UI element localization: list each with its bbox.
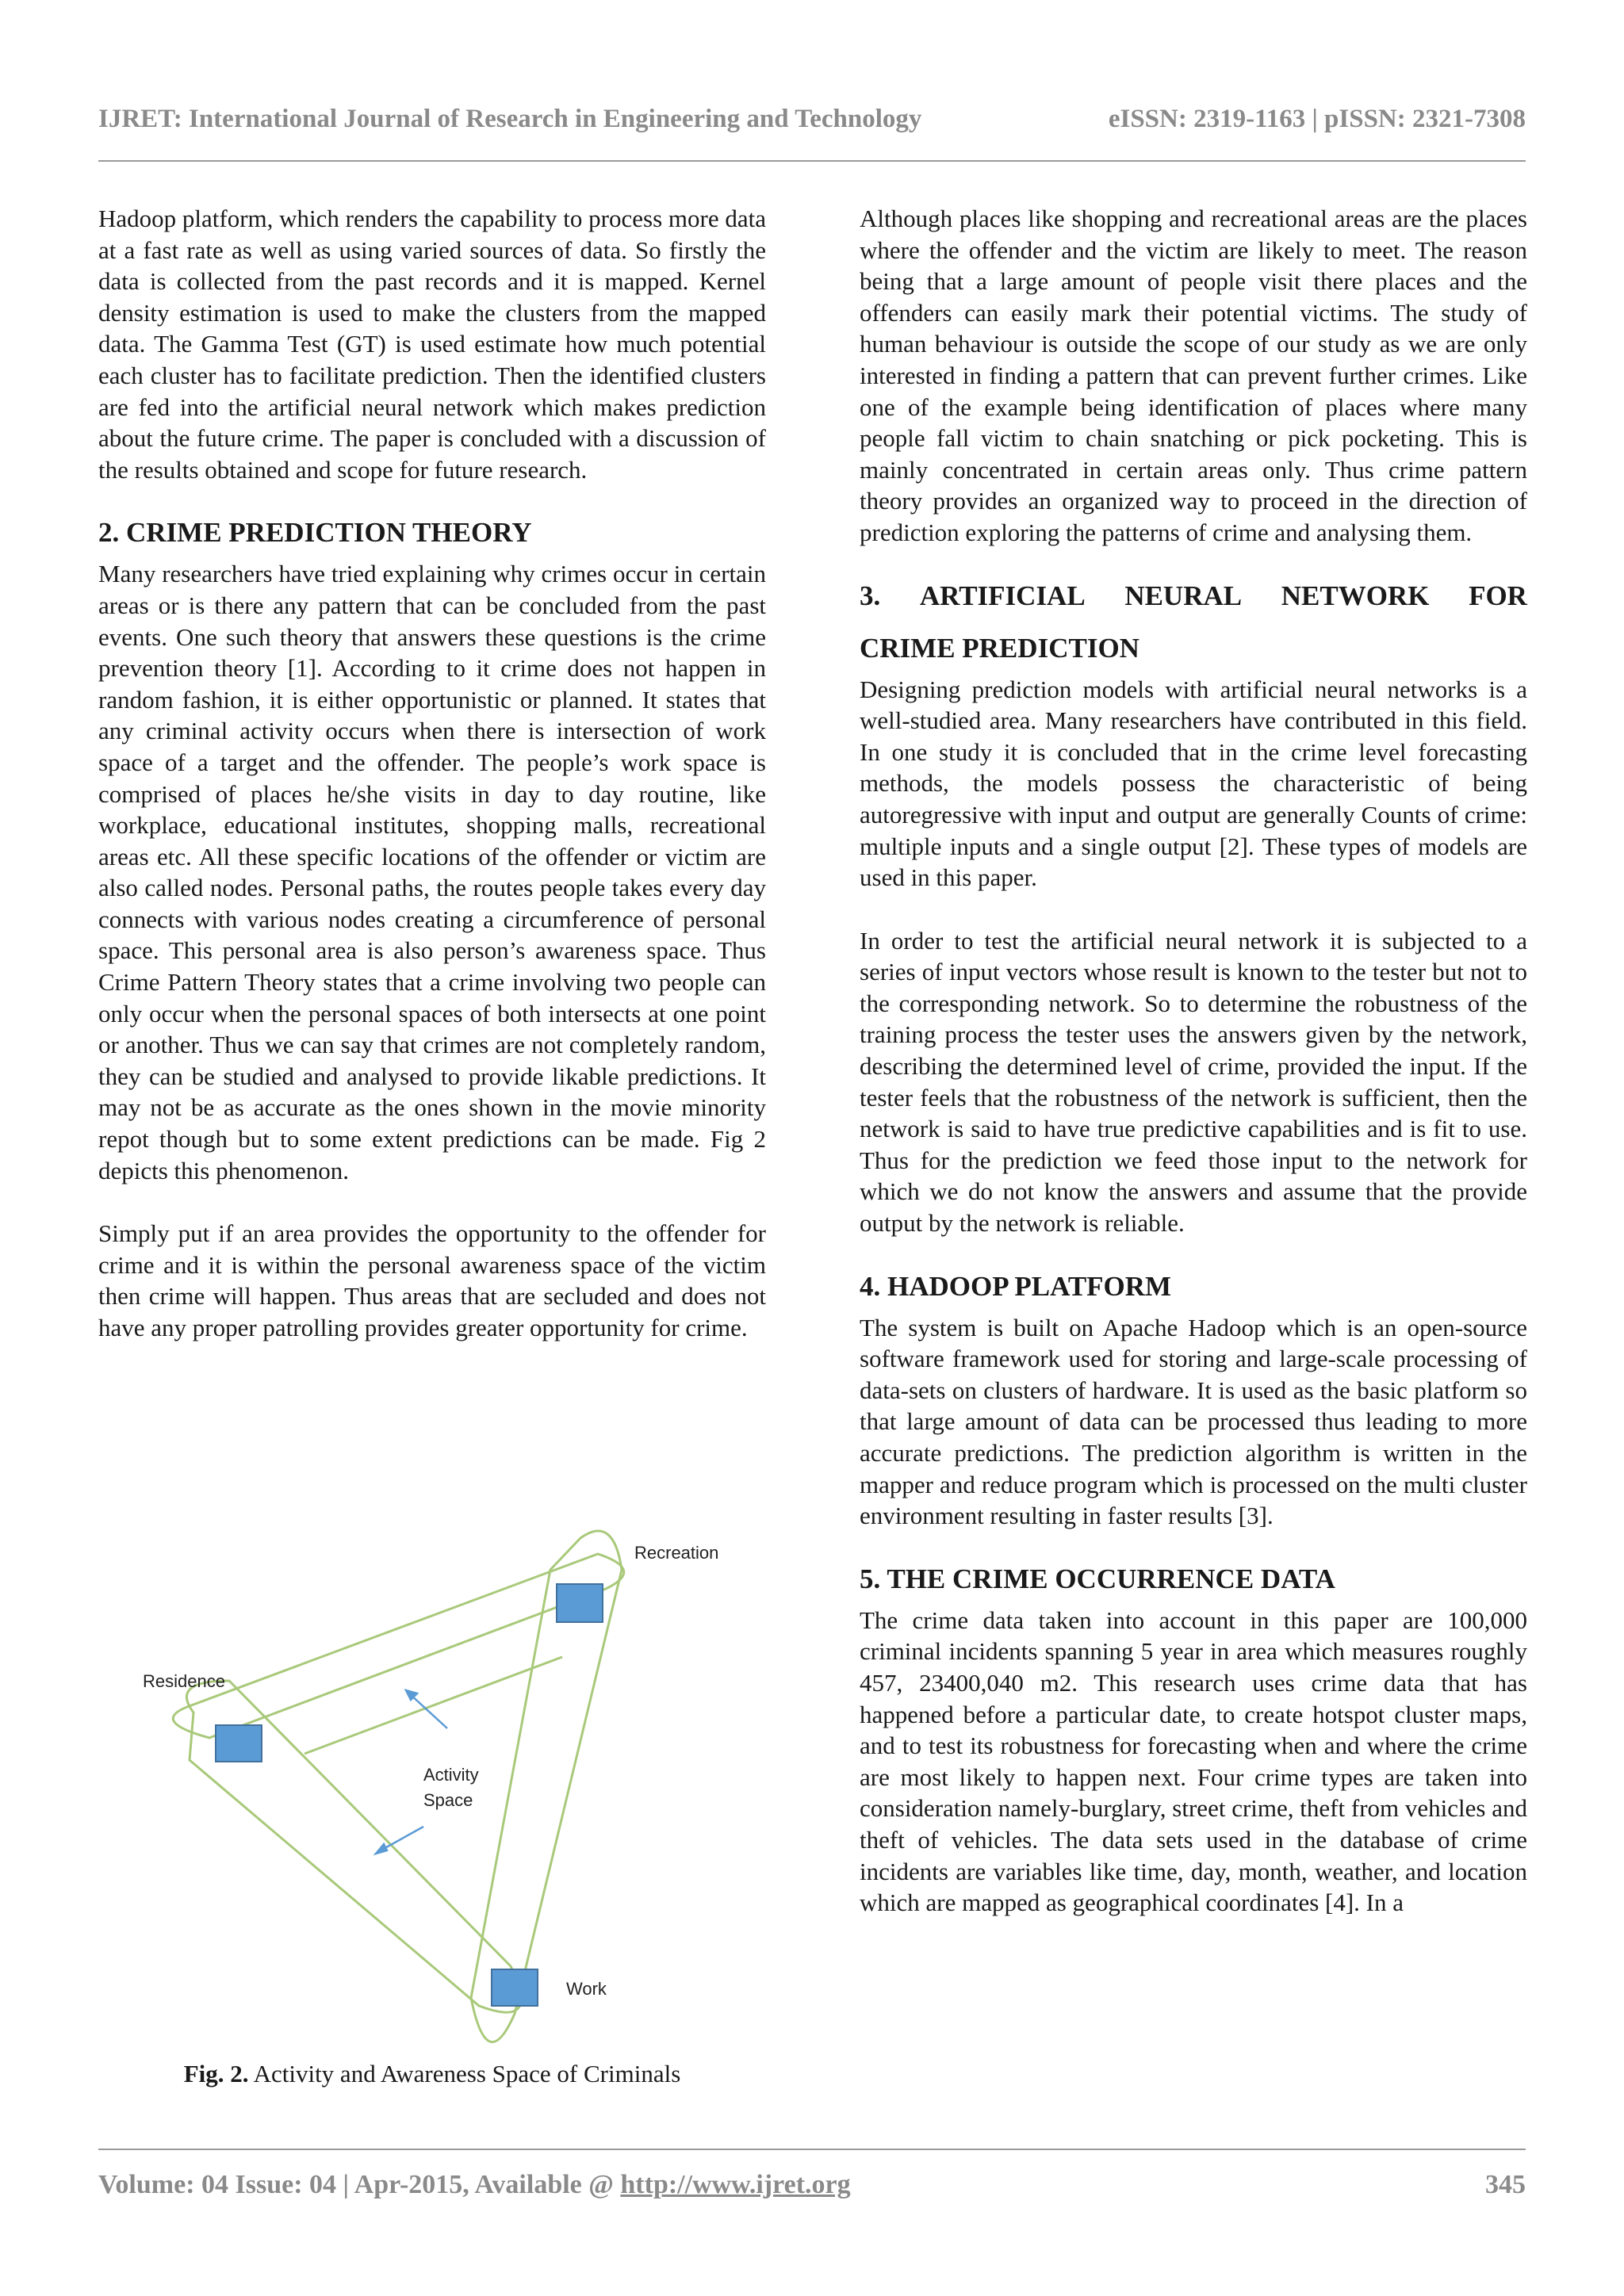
section-heading: 4. HADOOP PLATFORM (860, 1270, 1172, 1302)
left-column (98, 203, 766, 1344)
figure-caption-text: Activity and Awareness Space of Criminals (248, 2060, 681, 2087)
figure-activity-space (98, 1522, 766, 2093)
arrow-up-icon (406, 1690, 447, 1728)
residence-node (216, 1725, 262, 1762)
arrow-down-icon (376, 1827, 423, 1854)
work-node (492, 1969, 538, 2006)
label-recreation: Recreation (634, 1543, 719, 1563)
footer-rule (98, 2149, 1526, 2150)
paragraph: The crime data taken into account in this paper are 100,000 criminal incidents spanning 5 year in area which measures roughly 457, 23400,040 m2. This research uses crime data that has happened before a particular date, to create hotspot cluster maps, and to test its robustness for forecasting when and where the crime are most likely to happen next. Four crime types are taken into consideration namely-burglary, street crime, theft from vehicles and theft of vehicles. The data sets used in the database of crime incidents are variables like time, day, month, weather, and location which are mapped as geographical coordinates [4]. In a (860, 1605, 1527, 1917)
section-heading: 5. THE CRIME OCCURRENCE DATA (860, 1563, 1335, 1594)
running-header (98, 95, 1526, 143)
label-work: Work (566, 1979, 607, 1999)
paragraph: Designing prediction models with artificial neural networks is a well-studied area. Many researchers have contributed in this field. In one study it is concluded that in the crime level forecasting methods, the models possess the characteristic of being autoregressive with input and output are generally Counts of crime: multiple inputs and a single output [2]. These types of models are used in this paper. (860, 675, 1527, 892)
paragraph: In order to test the artificial neural network it is subjected to a series of input vectors whose result is known to the tester but not to the corresponding network. So to determine the robustness of the training process the tester uses the answers given by the network, describing the determined level of crime, provided the input. If the tester feels that the robustness of the network is sufficient, then the network is said to have true predictive capabilities and is fit to use. Thus for the prediction we feed those input to the network for which we do not know the answers and assume that the provide output by the network is reliable. (860, 926, 1527, 1238)
recreation-node (557, 1584, 603, 1622)
section-heading: 2. CRIME PREDICTION THEORY (98, 517, 532, 549)
right-column (860, 203, 1527, 1919)
issn: eISSN: 2319-1163 | pISSN: 2321-7308 (1108, 104, 1526, 133)
paragraph: Simply put if an area provides the opportunity to the offender for crime and it is within the personal awareness space of the victim then crime will happen. Thus areas that are secluded and does not have any proper patrolling provides greater opportunity for crime. (98, 1219, 766, 1341)
journal-link[interactable]: http://www.ijret.org (620, 2170, 851, 2199)
running-footer (98, 2163, 1526, 2207)
section-heading-line1: 3. ARTIFICIAL NEURAL NETWORK FOR (860, 580, 1527, 611)
paragraph: Hadoop platform, which renders the capability to process more data at a fast rate as well as using varied sources of data. So firstly the data is collected from the past records and it is mapped. Kernel density estimation is used to make the clusters from the mapped data. The Gamma Test (GT) is used estimate how much potential each cluster has to facilitate prediction. Then the identified clusters are fed into the artificial neural network which makes prediction about the future crime. The paper is concluded with a discussion of the results obtained and scope for future research. (98, 205, 766, 484)
label-activity: Activity (423, 1765, 479, 1785)
loop-residence-recreation (173, 1554, 623, 1738)
figure-caption-label: Fig. 2. (183, 2060, 249, 2087)
inner-path (304, 1657, 562, 1754)
label-residence: Residence (143, 1671, 225, 1691)
figure-caption (98, 2058, 766, 2090)
activity-space-diagram (98, 1522, 766, 2093)
page-number: 345 (1485, 2170, 1526, 2199)
journal-title: IJRET: International Journal of Research in Engineering and Technology (98, 104, 922, 133)
header-rule (98, 160, 1526, 162)
paragraph: Many researchers have tried explaining why crimes occur in certain areas or is there any pattern that can be concluded from the past events. One such theory that answers these questions is the crime prevention theory [1]. According to it crime does not happen in random fashion, it is either opportunistic or planned. It states that any criminal activity occurs when there is intersection of work space of a target and the offender. The people’s work space is comprised of places he/she visits in day to day routine, like workplace, educational institutes, shopping malls, recreational areas etc. All these specific locations of the offender or victim are also called nodes. Personal paths, the routes people takes every day connects with various nodes creating a circumference of personal space. This personal area is also person’s awareness space. Thus Crime Pattern Theory states that a crime involving two people can only occur when the personal spaces of both intersects at one point or another. Thus we can say that crimes are not completely random, they can be studied and analysed to provide likable predictions. It may not be as accurate as the ones shown in the movie minority repot though but to some extent predictions can be made. Fig 2 depicts this phenomenon. (98, 560, 766, 1184)
section-heading-line2: CRIME PREDICTION (860, 632, 1139, 664)
footer-volume: Volume: 04 Issue: 04 | Apr-2015, Available @ http://www.ijret.org (98, 2170, 851, 2199)
paragraph: Although places like shopping and recreational areas are the places where the offender and the victim are likely to meet. The reason being that a large amount of people visit there places and the offenders can easily mark their potential victims. The study of human behaviour is outside the scope of our study as we are only interested in finding a pattern that can prevent further crimes. Like one of the example being identification of places where many people fall victim to chain snatching or pick pocketing. This is mainly concentrated in certain areas only. Thus crime pattern theory provides an organized way to proceed in the direction of prediction exploring the patterns of crime and analysing them. (860, 205, 1527, 546)
label-space: Space (423, 1790, 473, 1810)
paragraph: The system is built on Apache Hadoop which is an open-source software framework used for storing and large-scale processing of data-sets on clusters of hardware. It is used as the basic platform so that large amount of data can be processed thus leading to more accurate predictions. The prediction algorithm is written in the mapper and reduce program which is processed on the multi cluster environment resulting in faster results [3]. (860, 1313, 1527, 1530)
